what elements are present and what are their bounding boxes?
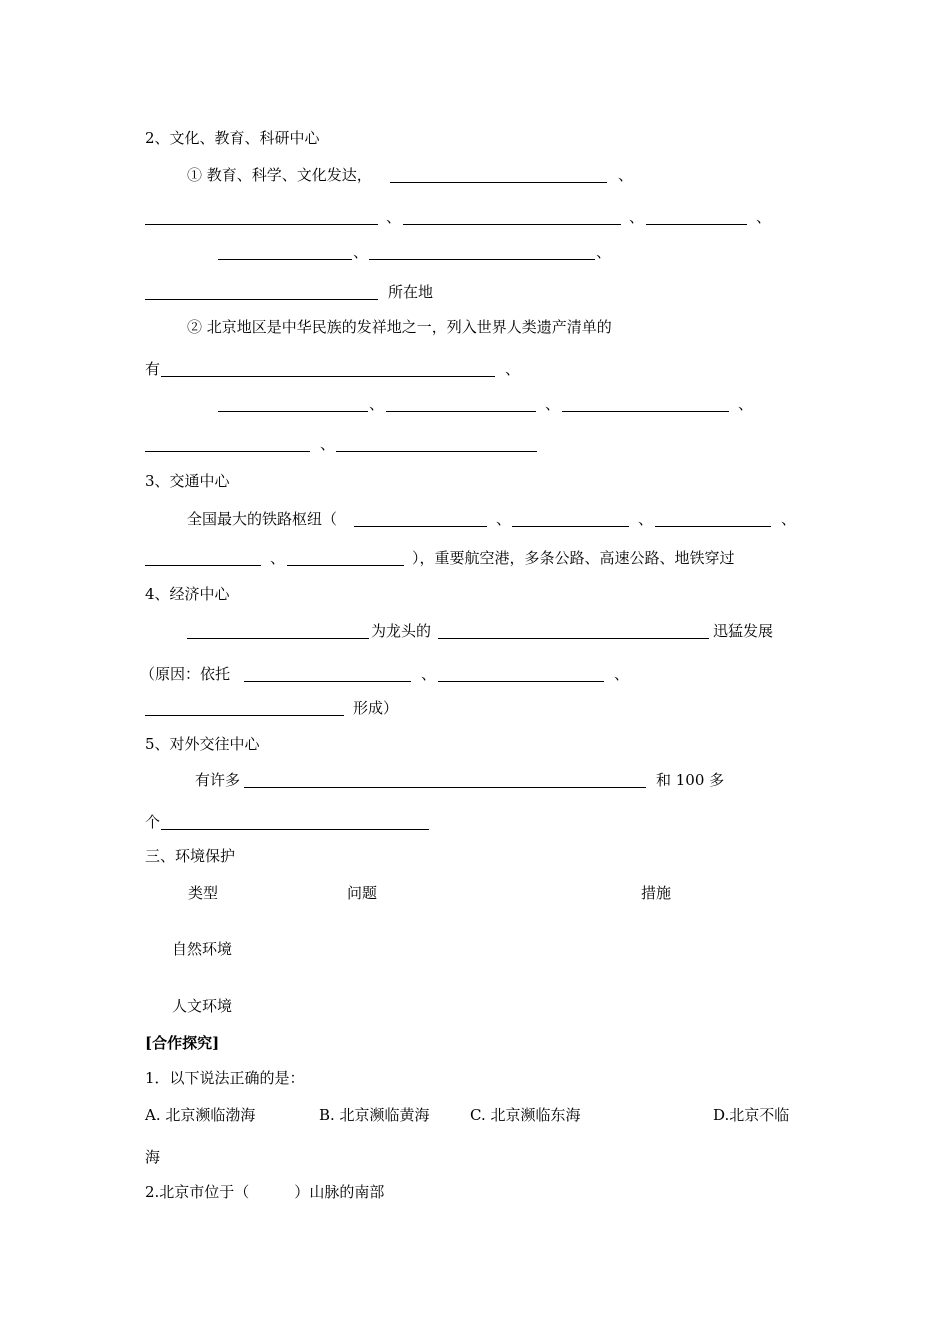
blank-line[interactable] xyxy=(655,526,771,527)
many-text: 有许多 xyxy=(195,771,241,789)
col-type-header: 类型 xyxy=(188,884,219,902)
blank-line[interactable] xyxy=(145,299,378,300)
separator: 、 xyxy=(781,510,797,528)
section-5-heading: 5、对外交往中心 xyxy=(145,735,260,753)
blank-line[interactable] xyxy=(161,829,429,830)
option-d[interactable]: D.北京不临 xyxy=(713,1106,790,1124)
separator: 、 xyxy=(369,395,385,413)
separator: 、 xyxy=(614,665,630,683)
question-2-stem: 2.北京市位于（ ）山脉的南部 xyxy=(145,1183,385,1201)
blank-line[interactable] xyxy=(512,526,629,527)
option-c[interactable]: C. 北京濒临东海 xyxy=(470,1106,581,1124)
separator: 、 xyxy=(496,510,512,528)
row-natural-env: 自然环境 xyxy=(172,940,233,958)
blank-line[interactable] xyxy=(145,224,378,225)
blank-line[interactable] xyxy=(336,451,537,452)
separator: 、 xyxy=(320,435,336,453)
blank-line[interactable] xyxy=(244,681,411,682)
blank-line[interactable] xyxy=(438,681,604,682)
blank-line[interactable] xyxy=(145,715,344,716)
separator: 、 xyxy=(270,549,286,567)
section-4-heading: 4、经济中心 xyxy=(145,585,230,603)
edu-intro-text: ① 教育、科学、文化发达， xyxy=(187,166,372,184)
separator: 、 xyxy=(596,243,612,261)
row-human-env: 人文环境 xyxy=(172,997,233,1015)
blank-line[interactable] xyxy=(218,411,368,412)
separator: 、 xyxy=(505,360,521,378)
separator: 、 xyxy=(756,208,772,226)
separator: 、 xyxy=(545,395,561,413)
ge-text: 个 xyxy=(145,813,161,831)
blank-line[interactable] xyxy=(354,526,487,527)
count-text: 和 100 多 xyxy=(656,771,725,789)
heritage-intro-text: ② 北京地区是中华民族的发祥地之一，列入世界人类遗产清单的 xyxy=(187,318,612,336)
transport-text: ），重要航空港，多条公路、高速公路、地铁穿过 xyxy=(412,549,735,567)
option-b[interactable]: B. 北京濒临黄海 xyxy=(319,1106,430,1124)
form-text: 形成） xyxy=(353,699,399,717)
section-2-heading: 2、文化、教育、科研中心 xyxy=(145,129,320,147)
blank-line[interactable] xyxy=(161,376,495,377)
section-3-heading: 3、交通中心 xyxy=(145,472,230,490)
blank-line[interactable] xyxy=(287,565,404,566)
heritage-lead: 有 xyxy=(145,360,161,378)
coop-heading: [合作探究] xyxy=(145,1034,220,1052)
leader-text: 为龙头的 xyxy=(371,622,432,640)
question-1-stem: 1．以下说法正确的是： xyxy=(145,1069,305,1087)
separator: 、 xyxy=(421,665,437,683)
separator: 、 xyxy=(629,208,645,226)
col-measure-header: 措施 xyxy=(641,884,672,902)
env-heading: 三、环境保护 xyxy=(145,847,236,865)
option-d-wrap: 海 xyxy=(145,1148,161,1166)
location-suffix: 所在地 xyxy=(388,283,434,301)
blank-line[interactable] xyxy=(646,224,747,225)
blank-line[interactable] xyxy=(218,259,352,260)
blank-line[interactable] xyxy=(403,224,621,225)
blank-line[interactable] xyxy=(390,182,607,183)
growth-text: 迅猛发展 xyxy=(713,622,774,640)
blank-line[interactable] xyxy=(438,638,709,639)
separator: 、 xyxy=(738,395,754,413)
separator: 、 xyxy=(618,166,634,184)
reason-text: （原因：依托 xyxy=(140,665,231,683)
blank-line[interactable] xyxy=(145,565,261,566)
separator: 、 xyxy=(638,510,654,528)
col-problem-header: 问题 xyxy=(347,884,378,902)
blank-line[interactable] xyxy=(562,411,729,412)
separator: 、 xyxy=(353,243,369,261)
blank-line[interactable] xyxy=(244,787,646,788)
blank-line[interactable] xyxy=(145,451,310,452)
railway-hub-text: 全国最大的铁路枢纽（ xyxy=(187,510,338,528)
option-a[interactable]: A. 北京濒临渤海 xyxy=(145,1106,256,1124)
blank-line[interactable] xyxy=(369,259,595,260)
separator: 、 xyxy=(386,208,402,226)
blank-line[interactable] xyxy=(386,411,536,412)
blank-line[interactable] xyxy=(187,638,369,639)
